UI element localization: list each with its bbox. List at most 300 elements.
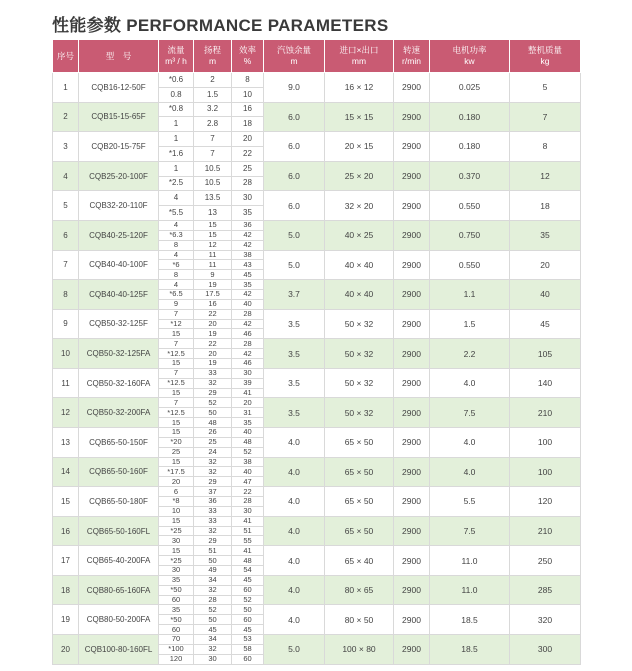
cell-inlet-outlet: 50 × 32 [325, 398, 394, 428]
cell-flow: 30 [159, 536, 194, 546]
cell-head: 1.5 [194, 87, 232, 102]
cell-head: 32 [194, 378, 232, 388]
cell-no: 4 [53, 161, 79, 191]
cell-flow: 15 [159, 418, 194, 428]
cell-head: 52 [194, 605, 232, 615]
table-row [53, 575, 581, 585]
cell-efficiency: 43 [232, 260, 264, 270]
table-row [53, 161, 581, 176]
cell-efficiency: 55 [232, 536, 264, 546]
col-header-weight: 整机质量 kg [510, 40, 581, 73]
cell-efficiency: 51 [232, 526, 264, 536]
table-row [53, 250, 581, 260]
cell-speed: 2900 [394, 220, 430, 250]
cell-head: 32 [194, 467, 232, 477]
cell-no: 18 [53, 575, 79, 605]
cell-flow: 120 [159, 654, 194, 664]
cell-head: 33 [194, 506, 232, 516]
cell-efficiency: 38 [232, 250, 264, 260]
cell-no: 3 [53, 132, 79, 162]
cell-flow: 35 [159, 575, 194, 585]
cell-efficiency: 22 [232, 146, 264, 161]
cell-flow: 1 [159, 117, 194, 132]
cell-power: 18.5 [430, 605, 510, 635]
cell-flow: *12.5 [159, 378, 194, 388]
cell-no: 13 [53, 428, 79, 458]
cell-power: 7.5 [430, 398, 510, 428]
table-body [53, 73, 581, 665]
cell-head: 50 [194, 615, 232, 625]
cell-flow: 1 [159, 161, 194, 176]
cell-flow: 60 [159, 595, 194, 605]
cell-efficiency: 39 [232, 378, 264, 388]
cell-flow: *0.8 [159, 102, 194, 117]
cell-inlet-outlet: 65 × 50 [325, 487, 394, 517]
cell-efficiency: 52 [232, 595, 264, 605]
cell-power: 1.5 [430, 309, 510, 339]
cell-efficiency: 46 [232, 329, 264, 339]
cell-power: 4.0 [430, 368, 510, 398]
cell-head: 16 [194, 299, 232, 309]
cell-flow: *50 [159, 585, 194, 595]
cell-weight: 45 [510, 309, 581, 339]
cell-efficiency: 30 [232, 191, 264, 206]
cell-head: 10.5 [194, 176, 232, 191]
cell-weight: 100 [510, 457, 581, 487]
col-header-head: 扬程 m [194, 40, 232, 73]
cell-flow: 9 [159, 299, 194, 309]
cell-head: 29 [194, 477, 232, 487]
cell-efficiency: 42 [232, 289, 264, 299]
cell-flow: 30 [159, 566, 194, 576]
cell-flow: *12 [159, 319, 194, 329]
cell-efficiency: 36 [232, 220, 264, 230]
cell-flow: *8 [159, 497, 194, 507]
cell-head: 19 [194, 359, 232, 369]
cell-flow: *5.5 [159, 206, 194, 221]
cell-npsh: 3.5 [264, 339, 325, 369]
cell-power: 0.025 [430, 73, 510, 103]
cell-head: 9 [194, 270, 232, 280]
cell-model: CQB40-40-100F [79, 250, 159, 280]
cell-power: 5.5 [430, 487, 510, 517]
table-row [53, 102, 581, 117]
cell-flow: 1 [159, 132, 194, 147]
cell-no: 9 [53, 309, 79, 339]
cell-flow: *50 [159, 615, 194, 625]
cell-no: 16 [53, 516, 79, 546]
cell-inlet-outlet: 32 × 20 [325, 191, 394, 221]
cell-model: CQB100-80-160FL [79, 635, 159, 665]
cell-head: 28 [194, 595, 232, 605]
cell-head: 2 [194, 73, 232, 88]
cell-no: 5 [53, 191, 79, 221]
cell-weight: 5 [510, 73, 581, 103]
table-row [53, 73, 581, 88]
cell-head: 19 [194, 280, 232, 290]
cell-head: 25 [194, 437, 232, 447]
cell-efficiency: 20 [232, 132, 264, 147]
cell-head: 29 [194, 536, 232, 546]
cell-model: CQB50-32-125F [79, 309, 159, 339]
cell-efficiency: 8 [232, 73, 264, 88]
cell-inlet-outlet: 65 × 50 [325, 516, 394, 546]
col-header-inlet-outlet: 进口×出口 mm [325, 40, 394, 73]
cell-head: 50 [194, 556, 232, 566]
cell-efficiency: 42 [232, 240, 264, 250]
cell-inlet-outlet: 40 × 25 [325, 220, 394, 250]
cell-npsh: 3.5 [264, 368, 325, 398]
cell-model: CQB32-20-110F [79, 191, 159, 221]
cell-flow: *12.5 [159, 349, 194, 359]
cell-efficiency: 45 [232, 625, 264, 635]
col-header-speed: 转速 r/min [394, 40, 430, 73]
cell-power: 11.0 [430, 575, 510, 605]
cell-efficiency: 35 [232, 280, 264, 290]
cell-efficiency: 41 [232, 516, 264, 526]
cell-npsh: 4.0 [264, 487, 325, 517]
cell-power: 4.0 [430, 457, 510, 487]
cell-flow: 15 [159, 457, 194, 467]
cell-efficiency: 54 [232, 566, 264, 576]
cell-npsh: 4.0 [264, 457, 325, 487]
cell-head: 20 [194, 319, 232, 329]
table-row [53, 516, 581, 526]
cell-weight: 40 [510, 280, 581, 310]
cell-head: 17.5 [194, 289, 232, 299]
cell-flow: 15 [159, 516, 194, 526]
cell-speed: 2900 [394, 457, 430, 487]
col-header-power: 电机功率 kw [430, 40, 510, 73]
cell-head: 22 [194, 309, 232, 319]
table-row [53, 132, 581, 147]
cell-efficiency: 28 [232, 497, 264, 507]
cell-power: 18.5 [430, 635, 510, 665]
table-row [53, 280, 581, 290]
col-header-efficiency: 效率 % [232, 40, 264, 73]
cell-inlet-outlet: 40 × 40 [325, 280, 394, 310]
cell-weight: 20 [510, 250, 581, 280]
cell-inlet-outlet: 50 × 32 [325, 339, 394, 369]
cell-npsh: 6.0 [264, 191, 325, 221]
cell-speed: 2900 [394, 546, 430, 576]
table-row [53, 605, 581, 615]
cell-weight: 320 [510, 605, 581, 635]
table-row [53, 457, 581, 467]
cell-npsh: 6.0 [264, 161, 325, 191]
cell-speed: 2900 [394, 575, 430, 605]
cell-flow: *1.6 [159, 146, 194, 161]
cell-flow: 70 [159, 635, 194, 645]
cell-flow: *20 [159, 437, 194, 447]
cell-inlet-outlet: 15 × 15 [325, 102, 394, 132]
cell-flow: 0.8 [159, 87, 194, 102]
cell-flow: 4 [159, 191, 194, 206]
cell-head: 12 [194, 240, 232, 250]
cell-inlet-outlet: 80 × 50 [325, 605, 394, 635]
cell-weight: 250 [510, 546, 581, 576]
cell-weight: 105 [510, 339, 581, 369]
cell-efficiency: 31 [232, 408, 264, 418]
cell-weight: 285 [510, 575, 581, 605]
cell-head: 32 [194, 457, 232, 467]
cell-efficiency: 58 [232, 644, 264, 654]
cell-flow: *6 [159, 260, 194, 270]
cell-speed: 2900 [394, 132, 430, 162]
cell-flow: 15 [159, 388, 194, 398]
cell-npsh: 4.0 [264, 546, 325, 576]
cell-no: 17 [53, 546, 79, 576]
cell-head: 32 [194, 585, 232, 595]
cell-inlet-outlet: 25 × 20 [325, 161, 394, 191]
cell-npsh: 5.0 [264, 250, 325, 280]
cell-model: CQB80-50-200FA [79, 605, 159, 635]
cell-efficiency: 28 [232, 339, 264, 349]
cell-efficiency: 10 [232, 87, 264, 102]
cell-weight: 8 [510, 132, 581, 162]
cell-model: CQB80-65-160FA [79, 575, 159, 605]
cell-model: CQB65-50-180F [79, 487, 159, 517]
cell-no: 1 [53, 73, 79, 103]
table-row [53, 487, 581, 497]
cell-inlet-outlet: 65 × 50 [325, 428, 394, 458]
cell-no: 8 [53, 280, 79, 310]
performance-table-container [52, 39, 580, 665]
table-row [53, 191, 581, 206]
cell-no: 19 [53, 605, 79, 635]
cell-flow: 7 [159, 398, 194, 408]
cell-weight: 7 [510, 102, 581, 132]
cell-flow: 20 [159, 477, 194, 487]
cell-npsh: 5.0 [264, 220, 325, 250]
cell-efficiency: 50 [232, 605, 264, 615]
cell-flow: *25 [159, 526, 194, 536]
cell-weight: 12 [510, 161, 581, 191]
cell-efficiency: 22 [232, 487, 264, 497]
cell-weight: 140 [510, 368, 581, 398]
cell-speed: 2900 [394, 605, 430, 635]
table-row [53, 635, 581, 645]
cell-efficiency: 25 [232, 161, 264, 176]
cell-inlet-outlet: 100 × 80 [325, 635, 394, 665]
cell-no: 20 [53, 635, 79, 665]
cell-head: 15 [194, 230, 232, 240]
cell-no: 15 [53, 487, 79, 517]
cell-weight: 18 [510, 191, 581, 221]
cell-flow: 4 [159, 280, 194, 290]
cell-weight: 300 [510, 635, 581, 665]
cell-weight: 35 [510, 220, 581, 250]
table-row [53, 309, 581, 319]
cell-efficiency: 40 [232, 299, 264, 309]
cell-flow: *6.3 [159, 230, 194, 240]
cell-weight: 100 [510, 428, 581, 458]
cell-head: 32 [194, 526, 232, 536]
cell-head: 7 [194, 146, 232, 161]
cell-flow: 25 [159, 447, 194, 457]
cell-weight: 210 [510, 398, 581, 428]
cell-model: CQB20-15-75F [79, 132, 159, 162]
cell-efficiency: 60 [232, 654, 264, 664]
cell-power: 0.180 [430, 102, 510, 132]
cell-efficiency: 60 [232, 615, 264, 625]
cell-head: 32 [194, 644, 232, 654]
cell-head: 2.8 [194, 117, 232, 132]
cell-model: CQB50-32-160FA [79, 368, 159, 398]
cell-efficiency: 42 [232, 230, 264, 240]
cell-flow: 7 [159, 309, 194, 319]
cell-no: 14 [53, 457, 79, 487]
cell-inlet-outlet: 40 × 40 [325, 250, 394, 280]
cell-model: CQB50-32-125FA [79, 339, 159, 369]
cell-model: CQB40-40-125F [79, 280, 159, 310]
cell-efficiency: 28 [232, 309, 264, 319]
cell-flow: *17.5 [159, 467, 194, 477]
cell-speed: 2900 [394, 102, 430, 132]
cell-flow: *0.6 [159, 73, 194, 88]
cell-speed: 2900 [394, 398, 430, 428]
table-row [53, 220, 581, 230]
cell-inlet-outlet: 65 × 50 [325, 457, 394, 487]
cell-speed: 2900 [394, 428, 430, 458]
cell-inlet-outlet: 50 × 32 [325, 368, 394, 398]
cell-inlet-outlet: 20 × 15 [325, 132, 394, 162]
cell-speed: 2900 [394, 280, 430, 310]
cell-efficiency: 53 [232, 635, 264, 645]
col-header-flow: 流量 m³ / h [159, 40, 194, 73]
cell-flow: 60 [159, 625, 194, 635]
cell-efficiency: 41 [232, 388, 264, 398]
cell-efficiency: 42 [232, 349, 264, 359]
cell-inlet-outlet: 16 × 12 [325, 73, 394, 103]
cell-efficiency: 40 [232, 428, 264, 438]
cell-efficiency: 60 [232, 585, 264, 595]
cell-speed: 2900 [394, 161, 430, 191]
cell-speed: 2900 [394, 309, 430, 339]
cell-power: 7.5 [430, 516, 510, 546]
performance-table [52, 39, 581, 665]
cell-model: CQB16-12-50F [79, 73, 159, 103]
cell-model: CQB40-25-120F [79, 220, 159, 250]
cell-efficiency: 30 [232, 506, 264, 516]
cell-head: 19 [194, 329, 232, 339]
cell-efficiency: 52 [232, 447, 264, 457]
cell-power: 1.1 [430, 280, 510, 310]
table-row [53, 339, 581, 349]
cell-head: 7 [194, 132, 232, 147]
cell-head: 33 [194, 368, 232, 378]
cell-model: CQB15-15-65F [79, 102, 159, 132]
cell-head: 49 [194, 566, 232, 576]
cell-flow: *100 [159, 644, 194, 654]
cell-power: 0.550 [430, 191, 510, 221]
cell-efficiency: 41 [232, 546, 264, 556]
cell-power: 0.750 [430, 220, 510, 250]
cell-efficiency: 28 [232, 176, 264, 191]
cell-npsh: 4.0 [264, 428, 325, 458]
cell-head: 22 [194, 339, 232, 349]
table-row [53, 428, 581, 438]
cell-flow: 7 [159, 368, 194, 378]
cell-head: 24 [194, 447, 232, 457]
cell-flow: 8 [159, 270, 194, 280]
table-row [53, 546, 581, 556]
cell-head: 48 [194, 418, 232, 428]
cell-flow: *25 [159, 556, 194, 566]
cell-speed: 2900 [394, 73, 430, 103]
cell-speed: 2900 [394, 191, 430, 221]
cell-model: CQB65-50-150F [79, 428, 159, 458]
cell-flow: 8 [159, 240, 194, 250]
cell-efficiency: 40 [232, 467, 264, 477]
page-title: 性能参数 PERFORMANCE PARAMETERS [52, 16, 389, 35]
cell-flow: 35 [159, 605, 194, 615]
cell-flow: 10 [159, 506, 194, 516]
table-row [53, 398, 581, 408]
cell-speed: 2900 [394, 516, 430, 546]
cell-flow: 4 [159, 250, 194, 260]
cell-head: 20 [194, 349, 232, 359]
cell-power: 2.2 [430, 339, 510, 369]
cell-flow: *12.5 [159, 408, 194, 418]
cell-head: 45 [194, 625, 232, 635]
cell-efficiency: 20 [232, 398, 264, 408]
cell-inlet-outlet: 50 × 32 [325, 309, 394, 339]
cell-speed: 2900 [394, 635, 430, 665]
cell-model: CQB50-32-200FA [79, 398, 159, 428]
cell-npsh: 5.0 [264, 635, 325, 665]
cell-speed: 2900 [394, 487, 430, 517]
cell-head: 52 [194, 398, 232, 408]
cell-head: 13 [194, 206, 232, 221]
cell-inlet-outlet: 65 × 40 [325, 546, 394, 576]
cell-head: 26 [194, 428, 232, 438]
cell-model: CQB65-50-160F [79, 457, 159, 487]
cell-power: 0.180 [430, 132, 510, 162]
cell-power: 0.370 [430, 161, 510, 191]
cell-speed: 2900 [394, 368, 430, 398]
cell-model: CQB65-50-160FL [79, 516, 159, 546]
cell-efficiency: 45 [232, 575, 264, 585]
cell-power: 11.0 [430, 546, 510, 576]
cell-efficiency: 16 [232, 102, 264, 117]
cell-flow: 6 [159, 487, 194, 497]
cell-flow: *6.5 [159, 289, 194, 299]
cell-efficiency: 47 [232, 477, 264, 487]
cell-efficiency: 38 [232, 457, 264, 467]
cell-head: 11 [194, 260, 232, 270]
cell-head: 34 [194, 575, 232, 585]
cell-efficiency: 42 [232, 319, 264, 329]
table-header-row [53, 40, 581, 73]
cell-head: 15 [194, 220, 232, 230]
cell-weight: 210 [510, 516, 581, 546]
cell-no: 6 [53, 220, 79, 250]
cell-power: 4.0 [430, 428, 510, 458]
cell-npsh: 9.0 [264, 73, 325, 103]
cell-model: CQB65-40-200FA [79, 546, 159, 576]
cell-efficiency: 45 [232, 270, 264, 280]
cell-efficiency: 35 [232, 418, 264, 428]
cell-speed: 2900 [394, 250, 430, 280]
table-row [53, 368, 581, 378]
cell-efficiency: 18 [232, 117, 264, 132]
cell-efficiency: 48 [232, 556, 264, 566]
cell-npsh: 6.0 [264, 132, 325, 162]
cell-npsh: 3.5 [264, 309, 325, 339]
col-header-model: 型 号 [79, 40, 159, 73]
cell-weight: 120 [510, 487, 581, 517]
